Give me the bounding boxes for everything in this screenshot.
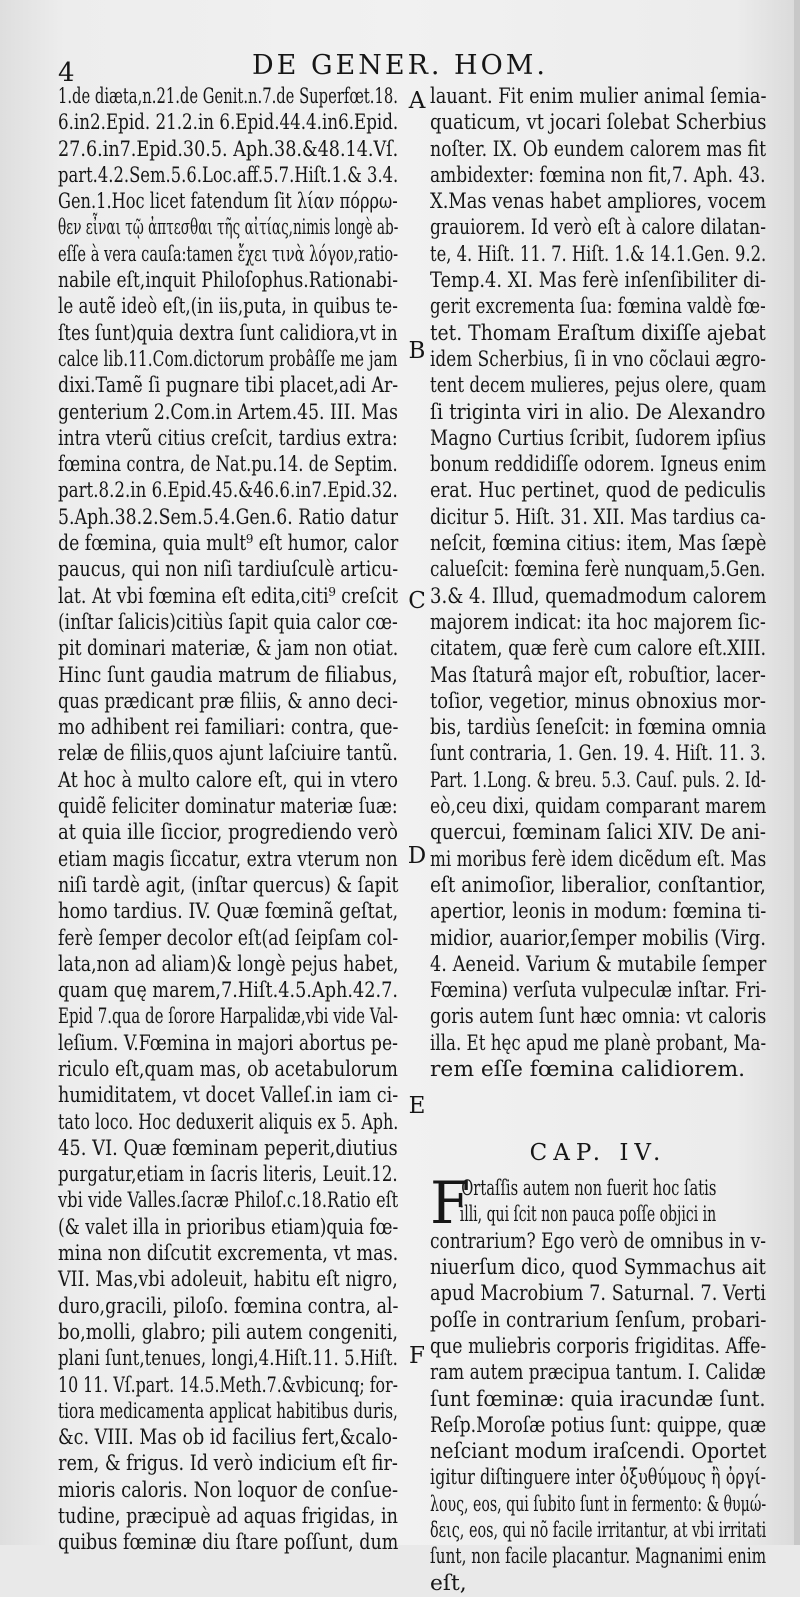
text-line: humiditatem, vt docet Valleſ.in iam ci- xyxy=(58,1083,399,1109)
margin-letter: F xyxy=(409,1343,425,1369)
text-line: quibus fœminæ diu ſtare poſſunt, dum xyxy=(58,1530,399,1556)
text-line: Reſp.Moroſæ potius ſunt: quippe, quæ xyxy=(430,1412,767,1438)
margin-letter: D xyxy=(407,843,427,869)
chapter-heading: CAP. IV. xyxy=(529,1139,667,1166)
text-line: 5.Aph.38.2.Sem.5.4.Gen.6. Ratio datur xyxy=(58,504,399,530)
text-line: at quia ille ſiccior, progrediendo verò xyxy=(58,820,399,846)
text-line: Gen.1.Hoc licet fatendum ſit λίαν πόρρω- xyxy=(58,189,398,215)
text-line: igitur diſtinguere inter ὀξυθύμους ἢ ὀργί- xyxy=(430,1465,767,1491)
text-line: ferè ſemper decolor eſt(ad ſeipſam col- xyxy=(58,925,399,951)
text-line: erat. Huc pertinet, quod de pediculis xyxy=(430,478,766,504)
text-line: poſſe in contrarium ſenſum, probari- xyxy=(430,1307,767,1333)
text-line: intra vterũ citius creſcit, tardius extra: xyxy=(58,425,398,451)
text-line: 1.de diæta,n.21.de Genit.n.7.de Superfœt.18. xyxy=(58,84,398,109)
text-line: pit dominari materiæ, & jam non otiat. xyxy=(58,636,399,662)
text-line: paucus, qui non niſi tardiuſculè articu- xyxy=(58,557,399,583)
text-line: mioris caloris. Non loquor de conſue- xyxy=(58,1477,399,1503)
text-line: apud Macrobium 7. Saturnal. 7. Verti xyxy=(430,1281,766,1307)
text-line: ſunt, non facile placantur. Magnanimi enim xyxy=(430,1544,767,1570)
text-line: bis, tardiùs ſeneſcit: in fœmina omnia xyxy=(430,715,767,741)
text-line: illi, qui ſcit non pauca poſſe objici in xyxy=(459,1202,717,1228)
text-line: Magno Curtius ſcribit, ſudorem ipſius xyxy=(430,425,767,451)
text-line: eſt, xyxy=(430,1570,467,1596)
text-line: quidẽ feliciter dominatur materiæ ſuæ: xyxy=(58,794,398,820)
text-line: calce lib.11.Com.dictorum probâſſe me jam xyxy=(58,346,398,372)
text-line: &c. VIII. Mas ob id facilius fert,&calo- xyxy=(58,1425,398,1451)
text-line: contrarium? Ego verò de omnibus in v- xyxy=(430,1228,766,1254)
text-line: Part. 1.Long. & breu. 5.3. Cauſ. puls. 2. Id- xyxy=(430,767,767,793)
page-edge xyxy=(794,0,800,1545)
text-line: quercui, fœminam ſalici XIV. De ani- xyxy=(430,820,766,846)
text-line: mina non diſcutit excrementa, vt mas. xyxy=(58,1241,399,1267)
text-line: mo adhibent rei familiari: contra, que- xyxy=(58,715,399,741)
text-line: Epid 7.qua de ſorore Harpalidæ,vbi vide Val- xyxy=(58,1004,399,1030)
chapter-body xyxy=(430,1169,767,1597)
text-line: bonum reddidiſſe odorem. Igneus enim xyxy=(430,452,767,478)
text-line: toſior, vegetior, minus obnoxius mor- xyxy=(430,688,766,714)
text-line: bo,molli, glabro; pili autem congeniti, xyxy=(58,1319,399,1345)
text-line: ſtes ſunt)quia dextra ſunt calidiora,vt in xyxy=(58,320,398,346)
text-line: midior, auarior,ſemper mobilis (Virg. xyxy=(430,925,766,951)
text-line: nabile eſt,inquit Philoſophus.Rationabi- xyxy=(58,268,399,294)
text-line: rem eſſe fœmina calidiorem. xyxy=(430,1056,746,1082)
text-line: relæ de filiis,quos ajunt laſciuire tantũ. xyxy=(58,741,398,767)
text-line: Hinc ſunt gaudia matrum de filiabus, xyxy=(58,662,398,688)
text-line: leſium. V.Fœmina in majori abortus pe- xyxy=(58,1030,398,1056)
text-line: de fœmina, quia mult⁹ eſt humor, calor xyxy=(58,531,399,557)
left-text-column xyxy=(58,84,398,1557)
text-line: tato loco. Hoc deduxerit aliquis ex 5. Aph. xyxy=(58,1109,399,1135)
text-line: citatem, quæ ferè cum calore eſt.XIII. xyxy=(430,636,767,662)
text-line: θεν εἶναι τῷ ἀπτεσθαι τῆς αἰτίας,nimis longè ab- xyxy=(58,215,399,241)
text-line: majorem indicat: ita hoc majorem ſic- xyxy=(430,609,766,635)
margin-letter: C xyxy=(408,588,426,614)
text-line: λους, eos, qui ſubito ſunt in fermento: & θυμώ- xyxy=(430,1491,767,1517)
text-line: fœmina contra, de Nat.pu.14. de Septim. xyxy=(58,452,398,478)
text-line: ſunt fœminæ: quia iracundæ ſunt. xyxy=(430,1386,766,1412)
text-line: lat. At vbi fœmina eſt edita,citi⁹ creſcit xyxy=(58,583,399,609)
text-line: lauant. Fit enim mulier animal ſemia- xyxy=(430,84,767,109)
margin-letter: E xyxy=(408,1093,426,1119)
text-line: X.Mas venas habet ampliores, vocem xyxy=(430,189,767,215)
text-line: rem, & frigus. Id verò indicium eſt fir- xyxy=(58,1451,398,1477)
text-line: grauiorem. Id verò eſt à calore dilatan- xyxy=(430,215,766,241)
text-line: neſcit, fœmina citius: item, Mas ſæpè xyxy=(430,531,767,557)
spacer xyxy=(430,1083,766,1109)
text-line: etiam magis ſiccatur, extra vterum non xyxy=(58,846,398,872)
text-line: δεις, eos, qui nõ facile irritantur, at vbi irritati xyxy=(430,1518,767,1544)
text-line: mi moribus ferè idem dicẽdum eſt. Mas xyxy=(430,846,767,872)
text-line: illa. Et hęc apud me planè probant, Ma- xyxy=(430,1030,767,1056)
text-line: Mas ſtaturâ major eſt, robuſtior, lacer- xyxy=(430,662,766,688)
text-line: dicitur 5. Hiſt. 31. XII. Mas tardius ca- xyxy=(430,504,766,530)
text-line: idem Scherbius, ſi in vno cõclaui ægro- xyxy=(430,346,767,372)
right-text-column xyxy=(430,84,766,1597)
text-line: ſi triginta viri in alio. De Alexandro xyxy=(430,399,766,425)
text-line: Ortaſſis autem non fuerit hoc ſatis xyxy=(461,1176,717,1202)
margin-letter: B xyxy=(408,338,426,364)
text-line: tudine, præcipuè ad aquas frigidas, in xyxy=(58,1504,398,1530)
text-line: vbi vide Valles.ſacræ Philoſ.c.18.Ratio eſt xyxy=(58,1188,399,1214)
text-line: 10 11. Vſ.part. 14.5.Meth.7.&vbicunq; for- xyxy=(58,1372,398,1398)
text-line: 27.6.in7.Epid.30.5. Aph.38.&48.14.Vſ. xyxy=(58,136,399,162)
text-line: calueſcit: fœmina ferè nunquam,5.Gen. xyxy=(430,557,766,583)
spacer xyxy=(430,1110,766,1136)
text-line: Fœmina) verſuta vulpeculæ inſtar. Fri- xyxy=(430,978,767,1004)
text-line: riculo eſt,quam mas, ob acetabulorum xyxy=(58,1056,398,1082)
text-line: 3.& 4. Illud, quemadmodum calorem xyxy=(430,583,767,609)
text-line: ambidexter: fœmina non fit,7. Aph. 43. xyxy=(430,162,766,188)
text-line: plani ſunt,tenues, longi,4.Hiſt.11. 5.Hiſt. xyxy=(58,1346,398,1372)
dropcap-paragraph-start xyxy=(430,1169,766,1238)
text-line: lata,non ad aliam)& longè pejus habet, xyxy=(58,951,399,977)
text-line: purgatur,etiam in ſacris literis, Leuit.12. xyxy=(58,1162,398,1188)
right-column-body xyxy=(430,84,766,1083)
text-line: le autẽ ideò eſt,(in iis,puta, in quibus te- xyxy=(58,294,398,320)
text-line: 4. Aeneid. Varium & mutabile ſemper xyxy=(430,951,767,977)
text-line: ſunt contraria, 1. Gen. 19. 4. Hiſt. 11. 3. xyxy=(430,741,766,767)
text-line: part.8.2.in 6.Epid.45.&46.6.in7.Epid.32. xyxy=(58,478,398,504)
text-line: dixi.Tamẽ ſi pugnare tibi placet,adi Ar- xyxy=(58,373,399,399)
text-line: que muliebris corporis frigiditas. Affe- xyxy=(430,1333,767,1359)
text-line: tiora medicamenta applicat habitibus duris, xyxy=(58,1398,398,1424)
text-line: goris autem ſunt hæc omnia: vt caloris xyxy=(430,1004,767,1030)
text-line: te, 4. Hiſt. 11. 7. Hiſt. 1.& 14.1.Gen. 9.2. xyxy=(430,241,767,267)
text-line: Temp.4. XI. Mas ferè inſenſibiliter di- xyxy=(430,268,767,294)
text-line: tent decem mulieres, pejus olere, quam xyxy=(430,373,767,399)
text-line: quas prædicant præ filiis, & anno deci- xyxy=(58,688,398,714)
text-line: tet. Thomam Eraſtum dixiſſe ajebat xyxy=(430,320,766,346)
text-line: quam quę marem,7.Hiſt.4.5.Aph.42.7. xyxy=(58,978,398,1004)
running-title: DE GENER. HOM. xyxy=(252,50,548,81)
text-line: At hoc à multo calore eſt, qui in vtero xyxy=(58,767,399,793)
text-line: niſi tardè agit, (inſtar quercus) & ſapit xyxy=(58,872,399,898)
text-line: gerit excrementa ſua: fœmina valdè fœ- xyxy=(430,294,766,320)
text-line: eſt animoſior, liberalior, conſtantior, xyxy=(430,872,766,898)
text-line: (inſtar ſalicis)citiùs ſapit quia calor cœ- xyxy=(58,609,398,635)
text-line: quaticum, vt jocari ſolebat Scherbius xyxy=(430,110,767,136)
text-line: eſſe à vera cauſa:tamen ἔχει τινὰ λόγον,ratio- xyxy=(58,241,399,267)
text-line: VII. Mas,vbi adoleuit, habitu eſt nigro, xyxy=(58,1267,398,1293)
text-line: ram autem præcipua tantum. I. Calidæ xyxy=(430,1360,766,1386)
text-line: 45. VI. Quæ fœminam peperit,diutius xyxy=(58,1135,398,1161)
text-line: noſter. IX. Ob eundem calorem mas fit xyxy=(430,136,767,162)
text-line: (& valet illa in prioribus etiam)quia fœ- xyxy=(58,1214,399,1240)
margin-letter: A xyxy=(408,88,426,114)
text-line: eò,ceu dixi, quidam comparant marem xyxy=(430,794,767,820)
page-number: 4 xyxy=(58,58,75,88)
text-line: homo tardius. IV. Quæ fœminã geſtat, xyxy=(58,899,399,925)
text-line: genterium 2.Com.in Artem.45. III. Mas xyxy=(58,399,398,425)
drop-cap: F xyxy=(430,1169,471,1238)
text-line: 6.in2.Epid. 21.2.in 6.Epid.44.4.in6.Epid. xyxy=(58,110,399,136)
text-line: apertior, leonis in modum: fœmina ti- xyxy=(430,899,767,925)
text-line: niuerſum dico, quod Symmachus ait xyxy=(430,1255,766,1281)
text-line: duro,gracili, piloſo. fœmina contra, al- xyxy=(58,1293,399,1319)
text-line: part.4.2.Sem.5.6.Loc.aff.5.7.Hiſt.1.& 3.4. xyxy=(58,162,399,188)
text-line: neſciant modum iraſcendi. Oportet xyxy=(430,1439,767,1465)
